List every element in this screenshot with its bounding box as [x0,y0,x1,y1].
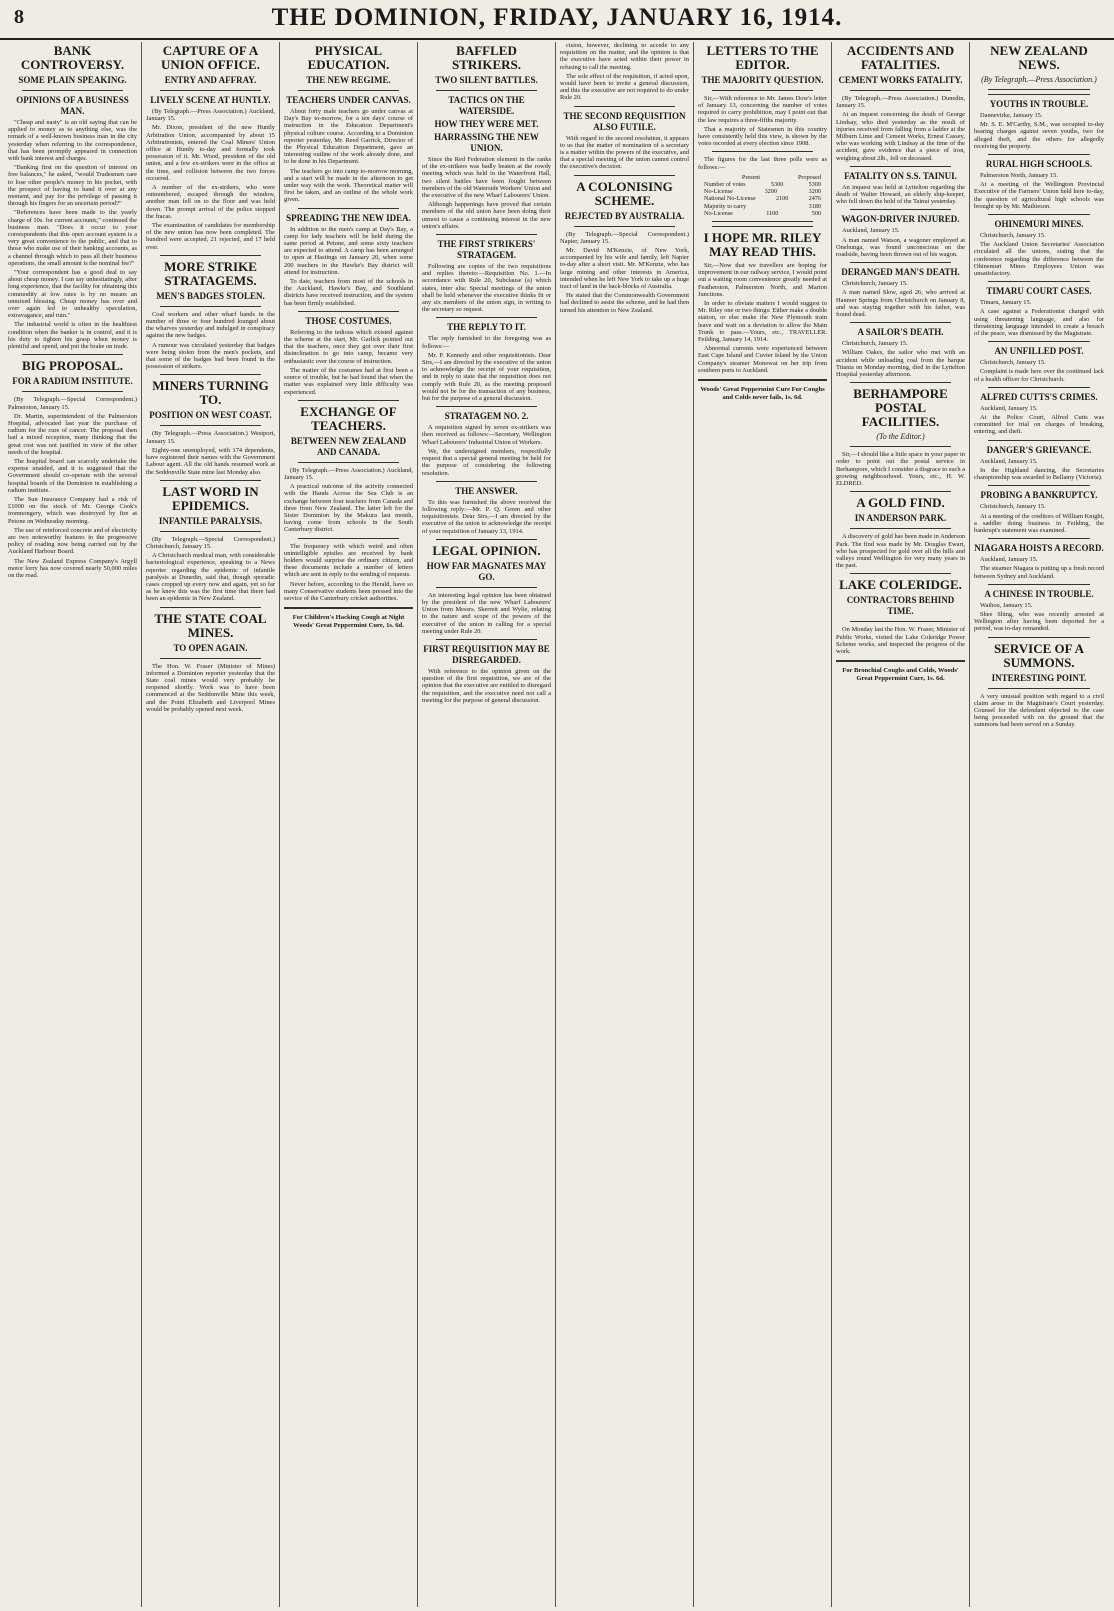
article-paragraph: William Oakes, the sailor who met with an accident while unloading coal from the barque Titania on Monday morning, died in the Lyttelton Hospital yesterday afternoon. [836,349,965,379]
article-divider [850,209,951,210]
article-subheading: FIRST REQUISITION MAY BE DISREGARDED. [423,643,550,665]
article-divider [298,208,399,209]
article [974,387,1104,436]
article-divider [436,317,537,318]
article-headline: A COLONISING SCHEME. [576,178,673,208]
vote-table-cell: National No-License [704,195,756,203]
article [974,485,1104,534]
article-paragraph: Auckland, January 15. [980,404,1038,412]
article-paragraph: The use of reinforced concrete and of electricity are two noteworthy features in the progressive policy of roading now being carried out by the Auckland Harbour Board. [8,526,137,556]
article-paragraph: The sole effect of the requisition, if acted upon, would have been to invite a general discussion, and this the executive are not required to do under Rule 20. [560,72,689,102]
article-paragraph: Mr. S. E. M'Carthy, S.M., was occupied to-day hearing charges against seven youths, two for alleged theft, and the others for allegedly receiving the property. [974,121,1104,150]
vote-table [704,174,821,217]
vote-table-row [704,203,821,210]
article-paragraph: Auckland, January 15. [980,556,1038,564]
article-subheading: (By Telegraph.—Press Association.) [981,75,1097,84]
article-paragraph: Dr. Martin, superintendent of the Palmerston Hospital, advocated last year the purchase of radium for the cure of cancer. The proposal then had a mixed reception, many thinking that the great cost was not justified in view of the other needs of the hospital. [8,412,137,456]
article-paragraph: We, the undersigned members, respectfully request that a special general meeting be held for the purpose of considering the following resolution. [422,447,551,477]
article-divider [988,584,1090,585]
headline-rule [850,528,951,529]
article-paragraph: At an inquest concerning the death of George Lindsay, who died yesterday as the result of injuries received from falling from a ladder at the Milburn Lime and Cement Works, Ernest Cassey, who was working with Lindsay at the time of the accident, gave evidence that a piece of iron, weighing about 2lb., fell on deceased. [836,111,965,162]
article-paragraph: Auckland, January 15. [842,227,900,235]
article [836,166,965,206]
article-divider [712,151,813,152]
article [974,94,1104,150]
article-paragraph: A rumour was circulated yesterday that badges were being stolen from the men's pockets, and that some of the badges had been found in the possession of strikers. [146,341,275,371]
article-paragraph: (By Telegraph.—Press Association.) Dunedin, January 15. [836,95,965,110]
article [974,538,1104,580]
headline-rule [850,90,951,91]
article [836,209,965,258]
article-divider [850,166,951,167]
vote-table-cell: 3200 [764,188,777,196]
article-subheading: THE FIRST STRIKERS' STRATAGEM. [437,239,536,261]
article [284,538,413,603]
article-paragraph: The steamer Niagara is putting up a fresh record between Sydney and Auckland. [974,565,1104,580]
article [560,175,689,314]
article [974,637,1104,729]
article-paragraph: Christchurch, January 15. [842,280,908,288]
article [560,42,689,102]
article [974,440,1104,482]
vote-table-cell: 2476 [808,195,821,203]
article-headline: CAPTURE OF A UNION OFFICE. [161,43,260,72]
article-paragraph: With regard to the second resolution, it appears to us that the matter of nomination of a secretary is a matter within the powers of the executive, and that a special meeting of the union cannot control the executive's decision. [560,134,689,171]
article [836,491,965,569]
article-paragraph: (By Telegraph.—Special Correspondent.) Palmerston, January 15. [8,396,137,411]
article-subheading: INTERESTING POINT. [991,672,1087,683]
article-headline: BIG PROPOSAL. [21,358,124,374]
vote-table-row [704,210,821,217]
article [974,281,1104,337]
vote-table-cell: Majority to carry [704,202,747,210]
article-subheading: SOME PLAIN SPEAKING. [18,75,127,85]
headline-rule [436,587,537,588]
article-headline: PHYSICAL EDUCATION. [307,43,390,72]
article-divider [988,485,1090,486]
vote-table-row [704,181,821,188]
newspaper-title: THE DOMINION, FRIDAY, JANUARY 16, 1914. [271,4,843,31]
article-divider [988,440,1090,441]
article [974,584,1104,633]
headline-rule [988,688,1090,689]
vote-table-cell: No-License [704,188,733,196]
article [422,234,551,313]
article-divider [988,387,1090,388]
article [698,221,827,222]
page-number: 8 [14,6,24,28]
article-subheading: HOW FAR MAGNATES MAY GO. [426,560,547,582]
column-6 [694,42,832,1607]
article-paragraph: The reply furnished to the foregoing was as follows:— [422,335,551,350]
article [8,44,137,350]
article-paragraph: The hospital board can scarcely undertake the expense unaided, and it is suggested that the Government should co-operate with the several hospital boards of the Dominion in establishing a radium institute. [8,457,137,494]
column-8 [970,42,1108,1607]
headline-rule [22,391,123,392]
column-4 [418,42,556,1607]
article-paragraph: (By Telegraph.—Special Correspondent.) Christchurch, January 15. [146,535,275,550]
article-paragraph: (By Telegraph.—Special Correspondent.) Napier, January 15. [560,230,689,245]
article-paragraph: "Your correspondent has a good deal to say about cheap money. I can say unhesitatingly, after long experience, that the facility for obtaining this commodity at low rates is by no means an unmixed blessing. Cheap money has over and over again led to unhealthy speculation, extravagance, and ruin." [8,269,137,320]
article-paragraph: At a meeting of the Wellington Provincial Executive of the Farmers' Union held here to-day, the question of agricultural high schools was brought up by Mr. Mathieson. [974,181,1104,210]
article-subheading: MEN'S BADGES STOLEN. [156,290,265,301]
ad-divider [284,607,413,609]
headline-rule [160,425,261,426]
article-divider [988,637,1090,638]
column-2 [142,42,280,1607]
article-subheading: TIMARU COURT CASES. [986,286,1092,297]
article-paragraph: Sir,—Now that we travellers are hoping for improvement in our railway service, I would point out a waiting room convenience greatly needed at Featherston, Palmerston North, and Marton Junctions. [698,262,827,298]
article-divider [298,311,399,312]
article-divider [850,491,951,492]
article-paragraph: The industrial world is often in the healthiest condition when the banker is in control, and it is his duty to tighten his grasp when money is plentiful and spend, and put the brake on trade. [8,321,137,351]
article-paragraph: Waihou, January 15. [980,601,1033,609]
article-paragraph: Christchurch, January 15. [842,340,908,348]
article-paragraph: Although happenings have proved that certain members of the old union have been doing their utmost to cause a continuing interest in the new union's affairs. [422,201,551,230]
headline-rule [850,446,951,447]
article-headline: I HOPE MR. RILEY MAY READ THIS. [703,230,822,260]
article [284,400,413,534]
article-headline: MORE STRIKE STRATAGEMS. [164,258,257,288]
article-paragraph: A practical outcome of the activity connected with the Hands Across the Sea Club is an exchange between four teachers from Canada and three from New Zealand. The latter left for the Sister Dominion by the Makura last month, having come from schools in the South Canterbury district. [284,483,413,534]
article-paragraph: A discovery of gold has been made in Anderson Park. The find was made by Mr. Douglas Ewart, who has prospected for gold over all the hills and valleys round Wellington for very many years in the past. [836,533,965,570]
article-paragraph: About forty male teachers go under canvas at Day's Bay to-morrow, for a ten days' course of instruction in the Education Department's physical culture course. According to a Dominion reporter yesterday, Mr. Reed Garrick, Director of the Physical Education Department, gave an interesting outline of the work already done, and to be done in his Department. [284,108,413,166]
article-paragraph: The Sun Insurance Company had a risk of £1000 on the stock of Mr. George Cook's ironmongery, which was destroyed by fire at Petone on Wednesday morning. [8,495,137,525]
article-divider [988,281,1090,282]
article-paragraph: Since the Red Federation element in the ranks of the ex-strikers was badly beaten at the rowdy meeting which was held in the Waterfront Hall, two silent battles have been fought between members of the old Waterside Workers' Union and the executive of the new Wharf Labourers' Union. [422,156,551,200]
article [146,607,275,713]
article-paragraph: Coal workers and other wharf hands in the number of three or four hundred lounged about the wharves yesterday and indulged in conspiracy against the new badges. [146,310,275,340]
article-paragraph: An interesting legal opinion has been obtained by the president of the new Wharf Labourers' Union from Messrs. Skerrett and Wylie, relating to the nature and scope of the powers of the executive of the union in calling for a special meeting under Rule 20. [422,591,551,635]
article [284,311,413,396]
article-divider [988,214,1090,215]
article-paragraph: The matter of the costumes had at first been a source of trouble, but he had found that when the matter was explained very little difficulty was experienced. [284,366,413,396]
vote-table-cell: 2100 [775,195,789,203]
article-paragraph: Mr. David M'Kenzie, of New York, accompanied by his wife and family, left Napier to-day after a short visit. Mr. M'Kenzie, who has large mining and other interests in America, intended when he left New York to take up a huge tract of land in the back-blocks of Australia. [560,247,689,291]
article-subheading: THOSE COSTUMES. [305,315,392,326]
article [836,573,965,655]
article [422,44,551,230]
article [974,341,1104,383]
article-subheading: TEACHERS UNDER CANVAS. [286,95,411,105]
article-headline: A GOLD FIND. [856,495,945,511]
article-subheading: THE NEW REGIME. [306,75,391,85]
article [836,322,965,378]
article-paragraph: "Banking first on the question of interest on free balances," he asked, "would Tradesmen care to lose other people's money in his pocket, with the prospect of having to hand it over at any moment, and pay for the privilege of passing it through his fingers for an uncertain period?" [8,164,137,208]
headline-rule [160,531,261,532]
article-subheading: THE SECOND REQUISITION ALSO FUTILE. [563,110,686,132]
article-subheading: FATALITY ON S.S. TAINUI. [844,170,957,181]
article-divider [22,354,123,355]
article-paragraph: An inquest was held at Lyttelton regarding the death of Walter Howard, an elderly ship-keeper, who fell down the hold of the Tainui yesterday. [836,183,965,206]
article-divider [712,226,813,227]
article-headline: EXCHANGE OF TEACHERS. [300,403,397,433]
article-headline: ACCIDENTS AND FATALITIES. [846,43,955,72]
article-paragraph: Auckland, January 15. [980,457,1038,465]
article [146,255,275,371]
article-divider [574,175,675,176]
article-paragraph: He stated that the Commonwealth Government had declined to assist the scheme, and he had then turned his attention to New Zealand. [560,292,689,314]
article-paragraph: The Hon. W. Fraser (Minister of Mines) informed a Dominion reporter yesterday that the State coal mines would very probably be reopened shortly. Work was to have been commenced at the Seddonville Mine this week, and the Point Elizabeth and Liverpool Mines would be probably opened next week. [146,662,275,713]
article-divider [436,539,537,540]
article-divider [160,374,261,375]
vote-table-cell: 3200 [808,188,821,196]
ad-divider [836,660,965,662]
article-paragraph: Christchurch, January 15. [980,503,1046,511]
article-paragraph: A man named Watson, a wagoner employed at Onehunga, was found unconscious on the roadside, having been thrown out of his wagon. [836,236,965,259]
headline-rule [160,90,261,91]
article-paragraph: (By Telegraph.—Press Association.) Westport, January 15. [146,430,275,445]
vote-table-cell: No-License [704,209,733,217]
article-headline: LETTERS TO THE EDITOR. [706,43,819,72]
article-paragraph: Sir,—I should like a little space in your paper in order to point out the postal service in Berhampore, which I consider a disgrace to such a growing neighbourhood. Yours, etc., H. W. ELDRED. [836,451,966,488]
article-headline: THE STATE COAL MINES. [154,610,267,640]
vote-table-cell: 3180 [808,202,821,210]
article-divider [712,221,813,222]
vote-table-cell: 500 [811,209,821,217]
article-subheading: TO OPEN AGAIN. [173,642,248,653]
headline-rule [436,90,537,91]
article-paragraph: Abnormal currents were experienced between East Cape Island and Cuvier Island by the Union Company's steamer Monowai on her trip from southern ports to Auckland. [698,345,827,374]
article-divider [988,538,1090,539]
advertisement: Woods' Great Peppermint Cure For Coughs and Colds never fails, 1s. 6d. [700,386,825,402]
article-paragraph: Eighty-one unemployed, with 174 dependents, have registered their names with the Government Labour agent. All the old hands resumed work at the Seddonville State mine last Monday also. [146,446,275,476]
article-paragraph: Sir,—With reference to Mr. James Dow's letter of January 13, concerning the number of votes required to carry prohibition, may I point out that the law requires a three-fifths majority. [698,95,827,124]
article-paragraph: A requisition signed by seven ex-strikers was then received as follows:—Secretary, Wellington Wharf Labourers' Industrial Union of Workers. [422,424,551,446]
article-subheading: OHINEMURI MINES. [994,219,1084,230]
article-divider [160,607,261,608]
article-subheading: WAGON-DRIVER INJURED. [841,214,960,225]
article [698,44,827,147]
article-subheading: IN ANDERSON PARK. [854,513,947,524]
article-divider [850,322,951,323]
article-divider [436,639,537,640]
article-divider [298,538,399,539]
article-subheading: REJECTED BY AUSTRALIA. [564,210,685,221]
article-subheading: THE REPLY TO IT. [447,322,526,333]
headline-rule [712,90,813,91]
article-divider [160,255,261,256]
article-paragraph: Timaru, January 15. [980,299,1032,307]
article-subheading: ENTRY AND AFFRAY. [164,75,257,85]
article-subheading: OPINIONS OF A BUSINESS MAN. [16,95,129,116]
article-subheading: DANGER'S GRIEVANCE. [986,444,1092,455]
vote-table-cell: 1100 [766,209,779,217]
ad-divider [698,379,827,381]
article-subheading: FOR A RADIUM INSTITUTE. [12,376,133,387]
article [836,44,965,162]
article [560,106,689,171]
article-subheading: DERANGED MAN'S DEATH. [841,267,960,278]
article-subheading: THE MAJORITY QUESTION. [701,75,824,85]
article-paragraph: The New Zealand Express Company's Argyll motor lorry has now covered nearly 50,000 miles on the road. [8,557,137,579]
article-subheading: TWO SILENT BATTLES. [435,75,538,85]
article-divider [988,341,1090,342]
headline-rule [160,658,261,659]
headline-rule [298,462,399,463]
article [284,44,413,204]
article-subheading: RURAL HIGH SCHOOLS. [985,159,1093,170]
article-paragraph: In order to obviate matters I would suggest to Mr. Riley one or two things: Either make a double station, or else make the New Plymouth train leave and wait on a deviation to allow the Main Trunk to pass.—Yours, etc., TRAVELLER. Feilding, January 14, 1914. [698,300,827,344]
headline-rule [160,306,261,307]
article-headline: BANK CONTROVERSY. [20,43,125,72]
article [146,44,275,251]
article [974,44,1104,90]
article-divider [436,481,537,482]
article-divider [298,400,399,401]
article [974,154,1104,210]
article-paragraph: Shee Shing, who was recently arrested at Wellington after having been deported for a period, was to-day remanded. [974,610,1104,633]
headline-rule [850,621,951,622]
article-subheading: HOW THEY WERE MET. [434,119,539,129]
article-paragraph: At a meeting of the creditors of William Knight, a saddler doing business in Feilding, the bankrupt's statement was examined. [974,512,1104,534]
article [836,262,965,318]
article-subheading: YOUTHS IN TROUBLE. [989,99,1089,109]
article-paragraph: Following are copies of the two requisitions and replies thereto:—Requisition No. 1.—In accordance with Rule 20, Subclause (a) which states, inter alia: Special meetings of the union shall be held whenever the executive thinks fit or any six members of the union sign, in writing to the secretary so request. [422,263,551,314]
article [146,480,275,603]
article-paragraph: Christchurch, January 15. [980,232,1046,240]
advertisement: For Bronchial Coughs and Colds, Woods' Great Peppermint Cure, 1s. 6d. [842,667,959,683]
headline-rule [574,226,675,227]
article-paragraph: In addition to the men's camp at Day's Bay, a camp for lady teachers will be held during the same period at Petone, and some sixty teachers are expected to attend. A camp has been arranged to open at Hastings on January 20, when some 200 teachers in the Hawke's Bay district will attend for instruction. [284,225,413,276]
advertisement: For Children's Hacking Cough at Night Woods' Great Peppermint Cure, 1s. 6d. [292,614,405,630]
vote-table-header [704,174,821,181]
article [422,539,551,635]
article-divider [988,154,1090,155]
article-paragraph: The Auckland Union Secretaries' Association circulated all the unions, stating that the conference regarding the difference between the Ohinemuri Mines Employees Union was unsatisfactory. [974,241,1104,278]
article-paragraph: Palmerston North, January 15. [980,172,1058,180]
article-headline: LAKE COLERIDGE. [839,577,962,593]
article-subheading: ALFRED CUTTS'S CRIMES. [980,391,1098,402]
article-paragraph: At the Police Court, Alfred Cutts was committed for trial on charges of breaking, entering, and theft. [974,414,1104,436]
article-subheading: CEMENT WORKS FATALITY. [838,75,963,85]
article [422,317,551,402]
article [8,354,137,579]
article-headline: SERVICE OF A SUMMONS. [993,640,1085,670]
article-paragraph: Mr. Dixon, president of the new Huntly Arbitration Union, accompanied by about 15 Arbitrationists, entered the Coal Miners' Union office at Huntly to-day and formally took possession of it. Mr. Wood, president of the old union, and a few ex-strikers were in the office at the time, and collision between the two forces occurred. [146,124,275,182]
article-paragraph: To date, teachers from most of the schools in the Auckland, Hawke's Bay, and Southland districts have received instruction, and the system has been firmly established. [284,278,413,307]
article [836,382,965,487]
article-subheading: LIVELY SCENE AT HUNTLY. [150,95,271,105]
article-paragraph: In the Highland dancing, the Secretaries championship was awarded to Bellamy (Victoria). [974,466,1104,482]
article-paragraph: A number of the ex-strikers, who were outnumbered, escaped through the window, another man fell on to the floor and was held down. The prompt arrival of the police stopped the fracas. [146,184,275,220]
article-headline: BERHAMPORE POSTAL FACILITIES. [853,386,948,430]
article-headline: MINERS TURNING TO. [152,378,269,408]
vote-table-cell: 5300 [808,181,821,189]
article-paragraph: A man named Slow, aged 26, who arrived at Hanmer Springs from Christchurch on January 8, and was staying together with his father, was found dead. [836,289,965,319]
article-subheading: BETWEEN NEW ZEALAND AND CANADA. [290,435,407,457]
article-subheading: SPREADING THE NEW IDEA. [286,212,411,223]
article-divider [850,573,951,574]
article-divider [850,382,951,383]
article-subheading: A SAILOR'S DEATH. [857,327,944,338]
article-paragraph: (By Telegraph.—Press Association.) Auckland, January 15. [284,466,413,481]
article-paragraph: To this was furnished the above received the following reply:—Mr. P. Q. Green and other requisitionists. Dear Sirs,—I am directed by the executive of the union to acknowledge the receipt of your requisition of January 13, 1914. [422,498,551,535]
article-paragraph: The frequency with which weird and often unintelligible epistles are received by bank holders would surprise the ordinary citizen, and these documents include a number of letters which are sent in reply to the sending of requests. [284,542,413,579]
masthead [0,0,1114,40]
article [284,208,413,307]
article-headline: LEGAL OPINION. [432,542,541,558]
vote-table-row [704,195,821,202]
article-paragraph: That a majority of Statesmen in this country have consistently held this view, is shown by the votes recorded at every election since 1908. [698,125,827,148]
article-subheading: AN UNFILLED POST. [994,346,1084,357]
article-paragraph: The teachers go into camp to-morrow morning, and a start will be made in the afternoon to get under way with the work. Theoretical matter will first be taken, and an outline of the whole work given. [284,167,413,204]
article-subheading: (To the Editor.) [876,432,925,442]
article-subheading: A CHINESE IN TROUBLE. [984,588,1094,599]
article [698,226,827,374]
article [698,151,827,170]
article-paragraph: Never before, according to the Herald, have so many Conservative students been pressed into the service of the Canterbury cricket authorities. [284,580,413,602]
article-paragraph: The examination of candidates for membership of the new union has now been completed. The hundred were accepted, 21 rejected, and 17 held over. [146,222,275,251]
article [422,639,551,704]
article [974,214,1104,277]
vote-table-cell: 5300 [770,181,784,189]
article-headline: NEW ZEALAND NEWS. [990,43,1088,72]
article-divider [850,262,951,263]
article-paragraph: Complaint is made here over the continued lack of a health officer for Christchurch. [974,368,1104,383]
article-headline: BAFFLED STRIKERS. [452,43,521,72]
article-paragraph: Referring to the tedious which existed against the scheme at the start, Mr. Garlick pointed out that the teachers, once they got over their first disinclination to go into camp, became very enthusiastic over the course of instruction. [284,328,413,365]
article-subheading: HARRASSING THE NEW UNION. [434,132,539,153]
article-divider [988,94,1090,95]
article-paragraph: The figures for the last three polls were as follows:— [698,156,827,171]
vote-table-header-cell: Present [741,173,761,181]
article-paragraph: "Cheap and nasty" is an old saying that can be applied to money as to anything else, was the remark of a well-known business man in the city yesterday when referring to the correspondence, that has been promptly appeared in connection with bank interest and charges. [8,119,137,163]
article-paragraph: A Christchurch medical man, with considerable bacteriological experience, speaking to a News reporter regarding the epidemic of infantile paralysis at Dunedin, said that, though sporadic cases cropped up every now and again, yet so far as he knew this was the first time that there had been an epidemic in New Zealand. [146,552,275,603]
article-paragraph: (By Telegraph.—Press Association.) Auckland, January 15. [146,108,275,123]
article-subheading: PROBING A BANKRUPTCY. [980,490,1098,501]
article-paragraph: On Monday last the Hon. W. Fraser, Minister of Public Works, visited the Lake Coleridge Power Scheme works, and inspected the progress of the work. [836,626,965,655]
article-paragraph: A case against a Federationist charged with using threatening language, and also for threatening language intended to create a breach of the peace, was dismissed by the Magistrate. [974,308,1104,338]
column-3 [280,42,418,1607]
vote-table-header-cell: Proposed [797,173,821,181]
headline-rule [298,90,399,91]
column-1 [4,42,142,1607]
article [422,481,551,535]
article-divider [574,106,675,107]
article-subheading: CONTRACTORS BEHIND TIME. [846,595,955,617]
column-5 [556,42,694,1607]
article-paragraph: "References have been made to the yearly charge of 10s. for current accounts," continued the business man. "Does it occur to your correspondents that this open account system is a very great convenience to the public, and that to those who make use of their banking accounts, as a channel through which to pass all their business operations, the small amount is the nominal fee?" [8,209,138,267]
article-paragraph: A very unusual position with regard to a civil claim arose in the Magistrate's Court yesterday. Counsel for the defendant objected to the case being proceeded with on the ground that the summons had been served on a Sunday. [974,692,1104,729]
article-paragraph: With reference to the opinion given on the question of the first requisition, we are of the opinion that the executive are entitled to disregard the requisition, and the executive need not call a meeting for the purpose of general discussion. [422,667,551,704]
article-paragraph: Mr. P. Kennedy and other requisitionists. Dear Sirs,—I am directed by the executive of the union to acknowledge the receipt of your requisition, and in reply to state that the requisition does not comply with Rule 20, as the meeting proposed would not be for the transaction of any business, but for the purpose of a general discussion. [422,351,551,403]
article-divider [436,406,537,407]
article-subheading: INFANTILE PARALYSIS. [158,515,263,526]
article-headline: LAST WORD IN EPIDEMICS. [162,483,259,513]
article-divider [436,234,537,235]
vote-table-row [704,188,821,195]
article-divider [160,480,261,481]
article [146,374,275,475]
article-paragraph: cision, however, declining to accede to any requisition on the matter, and the opinion is that the executive have acted within their power in refusing to call the meeting. [560,42,689,71]
article [422,406,551,476]
headline-rule [22,90,123,91]
vote-table-cell: Number of votes [704,181,746,189]
article-subheading: THE ANSWER. [455,485,518,496]
column-7 [832,42,970,1607]
article-subheading: POSITION ON WEST COAST. [149,410,272,421]
article-subheading: STRATAGEM NO. 2. [444,411,529,422]
headline-rule [988,89,1090,90]
article-subheading: TACTICS ON THE WATERSIDE. [448,95,525,116]
article-subheading: NIAGARA HOISTS A RECORD. [974,543,1104,554]
article-paragraph: Dannevirke, January 15. [980,112,1043,119]
article-paragraph: Christchurch, January 15. [980,359,1046,367]
columns-container [4,42,1110,1607]
